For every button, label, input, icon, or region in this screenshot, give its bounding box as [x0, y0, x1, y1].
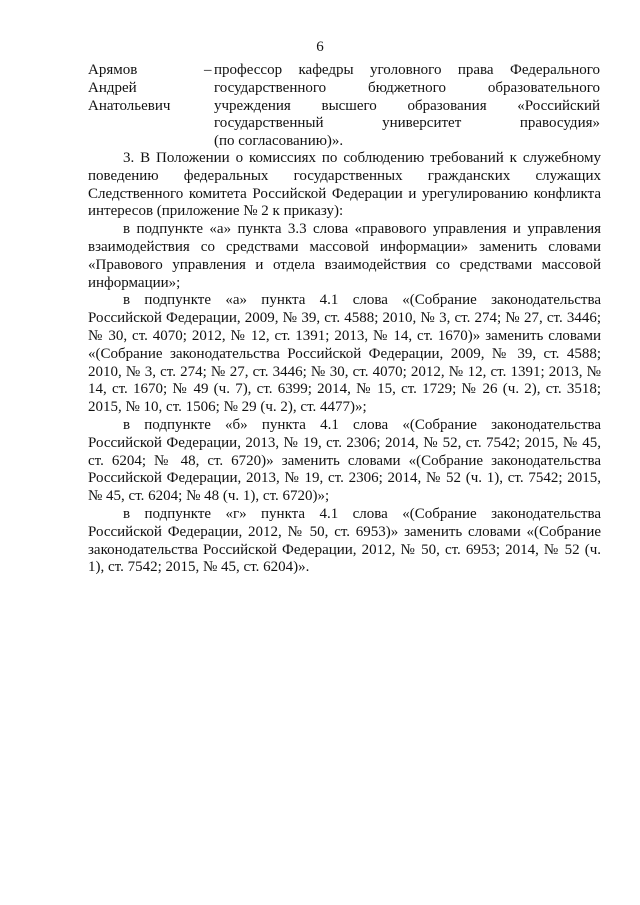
member-note: (по согласованию)». — [214, 133, 344, 150]
document-body — [88, 150, 601, 577]
paragraph-item-4-1-g: в подпункте «г» пункта 4.1 слова «(Собрание законодательства Российской Федерации, 2012, № 50, ст. 6953)» заменить словами «(Собрание законодательства Российской Федерации, 2012, № 50, ст. 6953; 2014, № 52 (ч. 1), ст. 7542; 2015, № 45, ст. 6204)». — [88, 505, 601, 576]
member-name — [88, 62, 200, 115]
member-position: профессор кафедры уголовного права Федерального государственного бюджетного образовательного учреждения высшего образования «Российский государственный университет правосудия» — [214, 62, 600, 132]
paragraph-item-4-1-b: в подпункте «б» пункта 4.1 слова «(Собрание законодательства Российской Федерации, 2013, № 19, ст. 2306; 2014, № 52, ст. 7542; 2015, № 45, ст. 6204; № 48, ст. 6720)» заменить словами «(Собрание законодательства Российской Федерации, 2013, № 19, ст. 2306; 2014, № 52 (ч. 1), ст. 7542; 2015, № 45, ст. 6204; № 48 (ч. 1), ст. 6720)»; — [88, 416, 601, 505]
paragraph-item-4-1-a: в подпункте «а» пункта 4.1 слова «(Собрание законодательства Российской Федерации, 2009, № 39, ст. 4588; 2010, № 3, ст. 274; № 27, ст. 3446; № 30, ст. 4070; 2012, № 12, ст. 1391; 2013, № 14, ст. 1670)» заменить словами «(Собрание законодательства Российской Федерации, 2009, № 39, ст. 4588; 2010, № 3, ст. 274; № 27, ст. 3446; № 30, ст. 4070; 2012, № 12, ст. 1391; 2013, № 14, ст. 1670; № 49 (ч. 7), ст. 6399; 2014, № 15, ст. 1729; № 26 (ч. 2), ст. 3518; 2015, № 10, ст. 1506; № 29 (ч. 2), ст. 4477)»; — [88, 292, 601, 416]
page-number: 6 — [316, 39, 324, 55]
member-description — [214, 62, 600, 151]
paragraph-section-3: 3. В Положении о комиссиях по соблюдению требований к служебному поведению федеральных государственных гражданских служащих Следственного комитета Российской Федерации и урегулированию конфликта интересов (приложение № 2 к приказу): — [88, 150, 601, 220]
member-surname: Арямов — [88, 62, 138, 78]
member-patronymic: Анатольевич — [88, 97, 171, 114]
member-first-name: Андрей — [88, 79, 137, 96]
member-dash: – — [204, 62, 212, 78]
paragraph-item-3-3-a: в подпункте «а» пункта 3.3 слова «правового управления и управления взаимодействия со средствами массовой информации» заменить словами «Правового управления и отдела взаимодействия со средствами массовой информации»; — [88, 221, 601, 291]
